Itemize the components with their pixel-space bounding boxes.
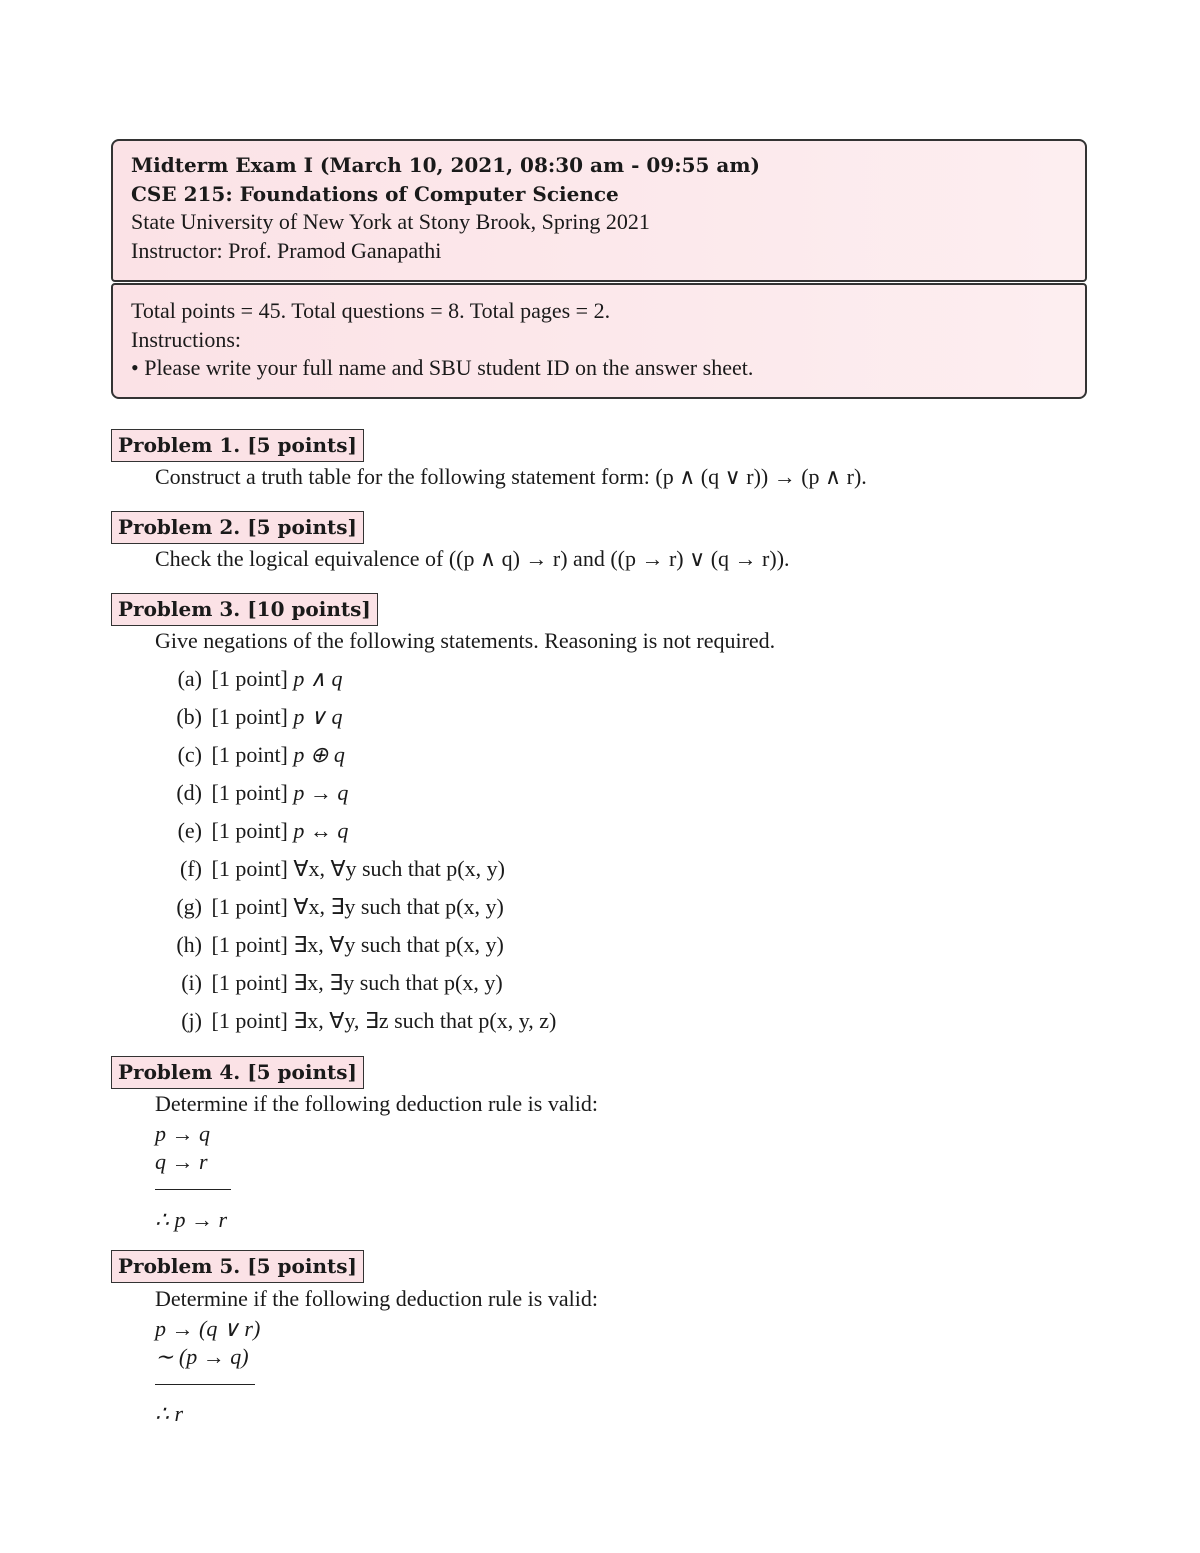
item-points: [1 point] <box>211 1008 288 1033</box>
problem-3-text: Give negations of the following statements. Reasoning is not required. <box>155 628 776 653</box>
item-points: [1 point] <box>211 932 288 957</box>
instructor-name: Instructor: Prof. Pramod Ganapathi <box>131 237 442 263</box>
item-tag: (g) <box>176 894 202 919</box>
problem-2-text: Check the logical equivalence of ((p ∧ q) → r) and ((p → r) ∨ (q → r)). <box>155 546 790 571</box>
problem-3-label: Problem 3. [10 points] <box>111 593 378 626</box>
problem-4-text: Determine if the following deduction rule is valid: <box>155 1091 598 1116</box>
problem-3-item <box>160 931 504 959</box>
instructions-label: Instructions: <box>131 326 241 352</box>
item-tag: (c) <box>177 742 202 767</box>
item-tag: (e) <box>177 818 202 843</box>
item-points: [1 point] <box>211 894 288 919</box>
problem-2-label: Problem 2. [5 points] <box>111 511 364 544</box>
item-expression: p ∧ q <box>293 666 343 691</box>
item-expression: ∃x, ∃y such that p(x, y) <box>293 970 503 995</box>
problem-3-item <box>160 665 343 693</box>
exam-totals: Total points = 45. Total questions = 8. Total pages = 2. <box>131 298 611 323</box>
item-expression: p → q <box>293 780 349 805</box>
item-expression: p ↔ q <box>293 818 349 843</box>
item-points: [1 point] <box>211 704 288 729</box>
item-points: [1 point] <box>211 856 288 881</box>
item-expression: ∀x, ∃y such that p(x, y) <box>293 894 504 919</box>
problem-3-item <box>160 893 504 921</box>
item-points: [1 point] <box>211 818 288 843</box>
item-points: [1 point] <box>211 742 288 767</box>
item-expression: ∃x, ∀y such that p(x, y) <box>293 932 504 957</box>
item-tag: (i) <box>181 970 202 995</box>
instruction-bullet: • Please write your full name and SBU student ID on the answer sheet. <box>131 355 754 380</box>
item-tag: (b) <box>176 704 202 729</box>
problem-1-text: Construct a truth table for the following statement form: (p ∧ (q ∨ r)) → (p ∧ r). <box>155 464 867 489</box>
item-points: [1 point] <box>211 666 288 691</box>
item-points: [1 point] <box>211 780 288 805</box>
problem-3-item <box>160 817 348 845</box>
exam-title: Midterm Exam I (March 10, 2021, 08:30 am - 09:55 am) <box>131 153 760 177</box>
item-tag: (h) <box>176 932 202 957</box>
item-expression: p ⊕ q <box>293 742 345 767</box>
problem-4-label: Problem 4. [5 points] <box>111 1056 364 1089</box>
problem-3-item <box>160 703 343 731</box>
exam-info-box <box>111 283 1087 399</box>
problem-4-premise: p → q <box>155 1121 210 1146</box>
problem-5-premise: ∼ (p → q) <box>155 1344 249 1369</box>
item-expression: ∃x, ∀y, ∃z such that p(x, y, z) <box>293 1008 557 1033</box>
problem-3-item <box>160 779 348 807</box>
exam-header-box <box>111 139 1087 282</box>
item-tag: (j) <box>181 1008 202 1033</box>
item-tag: (d) <box>176 780 202 805</box>
university-name: State University of New York at Stony Brook, Spring 2021 <box>131 209 650 234</box>
problem-4-premise: q → r <box>155 1149 208 1174</box>
problem-5-label: Problem 5. [5 points] <box>111 1250 364 1283</box>
item-expression: p ∨ q <box>293 704 343 729</box>
item-expression: ∀x, ∀y such that p(x, y) <box>293 856 505 881</box>
item-points: [1 point] <box>211 970 288 995</box>
problem-5-inference-line <box>155 1384 255 1385</box>
problem-5-premise: p → (q ∨ r) <box>155 1316 261 1341</box>
course-name: CSE 215: Foundations of Computer Science <box>131 181 619 206</box>
item-tag: (a) <box>177 666 202 691</box>
item-tag: (f) <box>180 856 202 881</box>
problem-3-item <box>160 741 345 769</box>
problem-3-item <box>160 1007 556 1035</box>
problem-5-conclusion: ∴ r <box>155 1401 184 1426</box>
problem-3-item <box>160 855 505 883</box>
problem-4-inference-line <box>155 1189 231 1190</box>
problem-3-item <box>160 969 503 997</box>
problem-5-text: Determine if the following deduction rule is valid: <box>155 1286 598 1311</box>
problem-1-label: Problem 1. [5 points] <box>111 429 364 462</box>
problem-4-conclusion: ∴ p → r <box>155 1207 228 1232</box>
